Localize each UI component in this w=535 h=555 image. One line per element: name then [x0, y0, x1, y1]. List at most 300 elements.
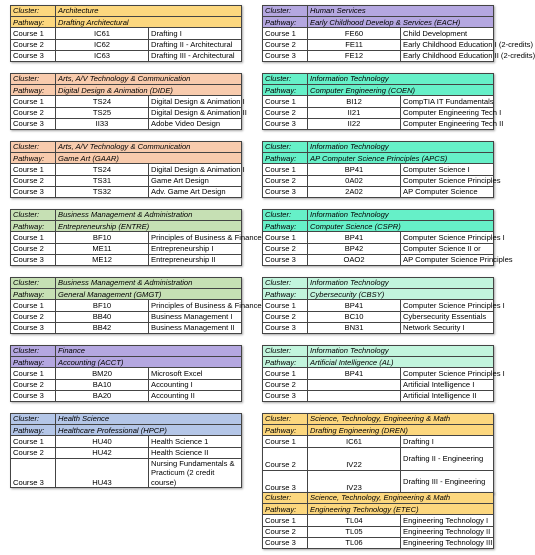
cluster-value: Arts, A/V Technology & Communication	[56, 142, 242, 153]
course-name: Digital Design & Animation II	[149, 107, 242, 118]
pathway-value: AP Computer Science Principles (APCS)	[308, 153, 494, 164]
pathway-label: Pathway:	[11, 357, 56, 368]
cluster-row	[263, 74, 494, 85]
course-code: TS24	[56, 164, 149, 175]
cluster-value: Business Management & Administration	[56, 278, 242, 289]
cluster-row	[11, 210, 242, 221]
course-code: BM20	[56, 368, 149, 379]
cluster-row	[11, 74, 242, 85]
pathway-table	[10, 73, 247, 130]
cluster-value: Business Management & Administration	[56, 210, 242, 221]
course-code: TS25	[56, 107, 149, 118]
course-label: Course 1	[263, 515, 308, 526]
course-code: IV23	[308, 470, 401, 493]
course-label: Course 2	[11, 311, 56, 322]
pathway-block-drafting-engineering-dren	[262, 413, 494, 494]
course-row	[11, 368, 242, 379]
course-row	[263, 311, 494, 322]
pathway-label: Pathway:	[11, 289, 56, 300]
course-code: ME11	[56, 243, 149, 254]
pathway-row	[11, 153, 242, 164]
course-label: Course 1	[11, 96, 56, 107]
course-row	[11, 164, 242, 175]
cluster-value: Architecture	[56, 6, 242, 17]
course-label: Course 3	[11, 254, 56, 265]
course-row	[11, 390, 242, 401]
cluster-label: Cluster:	[11, 6, 56, 17]
pathway-block-cybersecurity-cbsy	[262, 277, 505, 334]
course-label: Course 1	[11, 28, 56, 39]
course-label: Course 1	[263, 368, 308, 379]
course-code: 2A02	[308, 186, 401, 197]
course-row	[263, 186, 494, 197]
pathway-row	[11, 425, 242, 436]
course-label: Course 2	[263, 175, 308, 186]
course-code: TS24	[56, 96, 149, 107]
pathway-table	[10, 209, 262, 266]
course-code: BA20	[56, 390, 149, 401]
cluster-row	[11, 142, 242, 153]
course-label: Course 2	[11, 39, 56, 50]
cluster-value: Finance	[56, 346, 242, 357]
pathway-table	[10, 345, 242, 402]
course-row	[11, 243, 242, 254]
course-name: Computer Science Principles I	[401, 232, 494, 243]
pathway-block-entrepreneurship-entre	[10, 209, 262, 266]
pathway-row	[263, 289, 494, 300]
course-row	[11, 232, 242, 243]
course-name: Digital Design & Animation I	[149, 164, 242, 175]
cluster-value: Information Technology	[308, 278, 494, 289]
course-code: IC61	[56, 28, 149, 39]
cluster-value: Information Technology	[308, 346, 494, 357]
course-label: Course 3	[263, 50, 308, 61]
course-name: Drafting I	[149, 28, 242, 39]
cluster-row	[263, 346, 494, 357]
pathway-row	[263, 357, 494, 368]
pathway-row	[263, 85, 494, 96]
pathway-label: Pathway:	[11, 85, 56, 96]
course-name: Health Science 1	[149, 436, 242, 447]
course-label: Course 3	[263, 537, 308, 548]
pathway-label: Pathway:	[263, 221, 308, 232]
course-row	[11, 447, 242, 458]
course-label: Course 3	[11, 458, 56, 487]
pathway-block-early-childhood-develop-services-each	[262, 5, 535, 62]
course-code: ME12	[56, 254, 149, 265]
course-row	[11, 107, 242, 118]
course-label: Course 3	[263, 390, 308, 401]
cluster-value: Information Technology	[308, 142, 494, 153]
course-label: Course 1	[263, 28, 308, 39]
course-row	[11, 311, 242, 322]
pathway-block-engineering-technology-etec	[262, 492, 494, 549]
course-label: Course 2	[263, 311, 308, 322]
course-code: BB40	[56, 311, 149, 322]
cluster-label: Cluster:	[263, 6, 308, 17]
course-label: Course 1	[263, 300, 308, 311]
course-row	[263, 254, 494, 265]
cluster-label: Cluster:	[263, 278, 308, 289]
course-row	[11, 175, 242, 186]
pathway-value: Game Art (GAAR)	[56, 153, 242, 164]
cluster-row	[263, 414, 494, 425]
cluster-row	[11, 278, 242, 289]
cluster-label: Cluster:	[263, 346, 308, 357]
course-row	[11, 379, 242, 390]
pathway-label: Pathway:	[263, 357, 308, 368]
pathway-row	[263, 221, 494, 232]
course-row	[263, 526, 494, 537]
course-label: Course 2	[263, 107, 308, 118]
course-name: Principles of Business & Finance	[149, 300, 242, 311]
course-name: Nursing Fundamentals & Practicum (2 credit course)	[149, 458, 242, 487]
course-name: Artificial Intelligence I	[401, 379, 494, 390]
course-row	[11, 50, 242, 61]
course-name: Computer Science I	[401, 164, 494, 175]
course-code: OAO2	[308, 254, 401, 265]
course-row	[11, 96, 242, 107]
course-label: Course 3	[11, 322, 56, 333]
course-row	[263, 232, 494, 243]
cluster-label: Cluster:	[11, 414, 56, 425]
course-label: Course 2	[11, 243, 56, 254]
pathway-value: Entrepreneurship (ENTRE)	[56, 221, 242, 232]
course-row	[263, 50, 494, 61]
cluster-label: Cluster:	[263, 210, 308, 221]
course-row	[263, 243, 494, 254]
course-code: BP41	[308, 368, 401, 379]
course-name: Drafting II - Engineering	[401, 447, 494, 470]
pathway-block-game-art-gaar	[10, 141, 245, 198]
course-code: TS32	[56, 186, 149, 197]
pathway-value: Accounting (ACCT)	[56, 357, 242, 368]
pathway-label: Pathway:	[263, 289, 308, 300]
course-row	[263, 322, 494, 333]
pathway-label: Pathway:	[11, 153, 56, 164]
course-name: Entrepreneurship I	[149, 243, 242, 254]
course-code: HU40	[56, 436, 149, 447]
course-name: Computer Science Principles I	[401, 368, 494, 379]
course-code: BP41	[308, 164, 401, 175]
cluster-row	[11, 6, 242, 17]
pathway-label: Pathway:	[263, 504, 308, 515]
cluster-row	[263, 493, 494, 504]
course-code: TL06	[308, 537, 401, 548]
course-code: TL05	[308, 526, 401, 537]
pathway-row	[11, 17, 242, 28]
pathway-row	[11, 85, 242, 96]
course-label: Course 1	[263, 436, 308, 447]
pathway-row	[263, 504, 494, 515]
pathway-block-digital-design-animation-dide	[10, 73, 247, 130]
course-label: Course 3	[263, 322, 308, 333]
course-row	[11, 254, 242, 265]
course-label: Course 3	[11, 390, 56, 401]
course-code: HU43	[56, 458, 149, 487]
course-code	[308, 379, 401, 390]
cluster-label: Cluster:	[11, 74, 56, 85]
course-row	[11, 28, 242, 39]
course-code: HU42	[56, 447, 149, 458]
cluster-row	[11, 346, 242, 357]
course-label: Course 3	[263, 118, 308, 129]
course-row	[263, 515, 494, 526]
course-row	[263, 175, 494, 186]
pathway-block-drafting-architectural	[10, 5, 242, 62]
pathway-block-healthcare-professional-hpcp	[10, 413, 242, 488]
pathway-row	[263, 153, 494, 164]
course-row	[11, 39, 242, 50]
course-name: Computer Engineering Tech I	[401, 107, 494, 118]
course-row	[263, 28, 494, 39]
course-code: IC62	[56, 39, 149, 50]
course-name: Early Childhood Education II (2-credits)	[401, 50, 494, 61]
course-name: AP Computer Science	[401, 186, 494, 197]
course-label: Course 2	[263, 39, 308, 50]
pathway-label: Pathway:	[11, 221, 56, 232]
cluster-value: Health Science	[56, 414, 242, 425]
course-label: Course 2	[263, 379, 308, 390]
course-label: Course 2	[263, 243, 308, 254]
course-label: Course 1	[11, 164, 56, 175]
pathway-value: Computer Science (CSPR)	[308, 221, 494, 232]
cluster-value: Science, Technology, Engineering & Math	[308, 493, 494, 504]
course-row	[263, 118, 494, 129]
course-code: BF10	[56, 232, 149, 243]
course-code: FE60	[308, 28, 401, 39]
course-name: Artificial Intelligence II	[401, 390, 494, 401]
cluster-label: Cluster:	[11, 210, 56, 221]
course-name: Accounting II	[149, 390, 242, 401]
pathway-block-accounting-acct	[10, 345, 242, 402]
cluster-row	[263, 278, 494, 289]
cluster-value: Information Technology	[308, 74, 494, 85]
course-row	[263, 470, 494, 493]
course-code: IV22	[308, 447, 401, 470]
pathway-value: Drafting Architectural	[56, 17, 242, 28]
course-code: BN31	[308, 322, 401, 333]
course-row	[11, 300, 242, 311]
course-row	[263, 368, 494, 379]
course-name: Cybersecurity Essentials	[401, 311, 494, 322]
course-code: FE12	[308, 50, 401, 61]
pathway-value: General Management (GMGT)	[56, 289, 242, 300]
course-label: Course 1	[11, 436, 56, 447]
course-name: CompTIA IT Fundamentals	[401, 96, 494, 107]
cluster-value: Human Services	[308, 6, 494, 17]
cluster-value: Arts, A/V Technology & Communication	[56, 74, 242, 85]
pathway-table	[262, 345, 505, 402]
course-name: Drafting II - Architectural	[149, 39, 242, 50]
course-name: Business Management I	[149, 311, 242, 322]
cluster-label: Cluster:	[263, 74, 308, 85]
pathway-block-ap-computer-science-principles-apcs	[262, 141, 501, 198]
course-name: Early Childhood Education I (2-credits)	[401, 39, 494, 50]
course-label: Course 2	[11, 447, 56, 458]
course-name: Engineering Technology III	[401, 537, 494, 548]
pathway-row	[11, 289, 242, 300]
course-row	[263, 379, 494, 390]
course-code: BI12	[308, 96, 401, 107]
pathway-row	[263, 425, 494, 436]
course-row	[263, 390, 494, 401]
course-row	[263, 39, 494, 50]
course-code: BF10	[56, 300, 149, 311]
course-label: Course 3	[11, 50, 56, 61]
cluster-label: Cluster:	[11, 278, 56, 289]
pathway-label: Pathway:	[263, 153, 308, 164]
course-label: Course 1	[263, 164, 308, 175]
course-name: Engineering Technology II	[401, 526, 494, 537]
course-name: Computer Science Principles I	[401, 300, 494, 311]
pathway-table	[262, 492, 494, 549]
course-row	[263, 164, 494, 175]
course-name: Business Management II	[149, 322, 242, 333]
cluster-row	[263, 142, 494, 153]
course-code	[308, 390, 401, 401]
pathway-table	[10, 277, 262, 334]
course-row	[263, 96, 494, 107]
course-name: Entrepreneurship II	[149, 254, 242, 265]
course-row	[263, 537, 494, 548]
cluster-row	[11, 414, 242, 425]
cluster-label: Cluster:	[263, 414, 308, 425]
course-code: FE11	[308, 39, 401, 50]
course-name: Drafting I	[401, 436, 494, 447]
course-label: Course 2	[11, 107, 56, 118]
pathway-table	[262, 413, 494, 494]
cluster-label: Cluster:	[11, 346, 56, 357]
pathway-value: Early Childhood Develop & Services (EACH)	[308, 17, 494, 28]
course-name: AP Computer Science Principles	[401, 254, 494, 265]
course-code: II21	[308, 107, 401, 118]
pathway-block-artificial-intelligence-al	[262, 345, 505, 402]
cluster-row	[263, 210, 494, 221]
course-name: Child Development	[401, 28, 494, 39]
course-label: Course 3	[263, 470, 308, 493]
pathway-value: Artificial Intelligence (AL)	[308, 357, 494, 368]
course-label: Course 3	[11, 118, 56, 129]
pathway-table	[262, 209, 513, 266]
course-row	[11, 118, 242, 129]
course-name: Computer Engineering Tech II	[401, 118, 494, 129]
course-code: BB42	[56, 322, 149, 333]
cluster-label: Cluster:	[263, 493, 308, 504]
pathway-row	[11, 221, 242, 232]
pathway-table	[262, 277, 505, 334]
course-code: 0A02	[308, 175, 401, 186]
course-name: Drafting III - Engineering	[401, 470, 494, 493]
course-code: TS31	[56, 175, 149, 186]
pathway-table	[10, 413, 242, 488]
pathway-table	[10, 5, 242, 62]
pathway-label: Pathway:	[263, 85, 308, 96]
course-row	[11, 436, 242, 447]
course-label: Course 3	[263, 186, 308, 197]
pathway-label: Pathway:	[11, 425, 56, 436]
pathway-row	[263, 17, 494, 28]
course-code: BP41	[308, 300, 401, 311]
course-row	[11, 186, 242, 197]
course-code: TL04	[308, 515, 401, 526]
course-label: Course 3	[263, 254, 308, 265]
pathway-table	[10, 141, 245, 198]
course-name: Microsoft Excel	[149, 368, 242, 379]
course-code: II33	[56, 118, 149, 129]
cluster-label: Cluster:	[263, 142, 308, 153]
course-name: Engineering Technology I	[401, 515, 494, 526]
course-name: Health Science II	[149, 447, 242, 458]
course-name: Adobe Video Design	[149, 118, 242, 129]
cluster-row	[263, 6, 494, 17]
course-code: BP42	[308, 243, 401, 254]
pathway-label: Pathway:	[11, 17, 56, 28]
course-name: Adv. Game Art Design	[149, 186, 242, 197]
course-row	[263, 447, 494, 470]
pathway-block-computer-engineering-coen	[262, 73, 504, 130]
course-label: Course 1	[11, 300, 56, 311]
pathway-value: Healthcare Professional (HPCP)	[56, 425, 242, 436]
course-row	[263, 436, 494, 447]
pathway-label: Pathway:	[263, 425, 308, 436]
pathway-block-computer-science-cspr	[262, 209, 513, 266]
course-label: Course 1	[11, 368, 56, 379]
course-label: Course 1	[263, 96, 308, 107]
course-name: Digital Design & Animation I	[149, 96, 242, 107]
course-label: Course 2	[11, 175, 56, 186]
pathway-value: Digital Design & Animation (DIDE)	[56, 85, 242, 96]
course-label: Course 1	[263, 232, 308, 243]
course-name: Game Art Design	[149, 175, 242, 186]
pathway-value: Engineering Technology (ETEC)	[308, 504, 494, 515]
pathway-block-general-management-gmgt	[10, 277, 262, 334]
course-row	[263, 107, 494, 118]
course-row	[11, 322, 242, 333]
course-row	[263, 300, 494, 311]
course-name: Drafting III - Architectural	[149, 50, 242, 61]
course-code: BC10	[308, 311, 401, 322]
course-code: BA10	[56, 379, 149, 390]
pathway-table	[262, 73, 504, 130]
course-label: Course 3	[11, 186, 56, 197]
course-code: II22	[308, 118, 401, 129]
course-label: Course 2	[11, 379, 56, 390]
cluster-value: Information Technology	[308, 210, 494, 221]
course-name: Accounting I	[149, 379, 242, 390]
course-code: IC63	[56, 50, 149, 61]
course-label: Course 1	[11, 232, 56, 243]
pathway-value: Cybersecurity (CBSY)	[308, 289, 494, 300]
pathway-value: Drafting Engineering (DREN)	[308, 425, 494, 436]
course-label: Course 2	[263, 447, 308, 470]
pathway-row	[11, 357, 242, 368]
pathway-value: Computer Engineering (COEN)	[308, 85, 494, 96]
pathway-table	[262, 5, 535, 62]
course-name: Principles of Business & Finance	[149, 232, 242, 243]
course-code: BP41	[308, 232, 401, 243]
course-row	[11, 458, 242, 487]
course-label: Course 2	[263, 526, 308, 537]
cluster-label: Cluster:	[11, 142, 56, 153]
course-name: Computer Science Principles	[401, 175, 494, 186]
course-name: Network Security I	[401, 322, 494, 333]
pathway-table	[262, 141, 501, 198]
pathway-label: Pathway:	[263, 17, 308, 28]
cluster-value: Science, Technology, Engineering & Math	[308, 414, 494, 425]
course-name: Computer Science II or	[401, 243, 494, 254]
course-code: IC61	[308, 436, 401, 447]
